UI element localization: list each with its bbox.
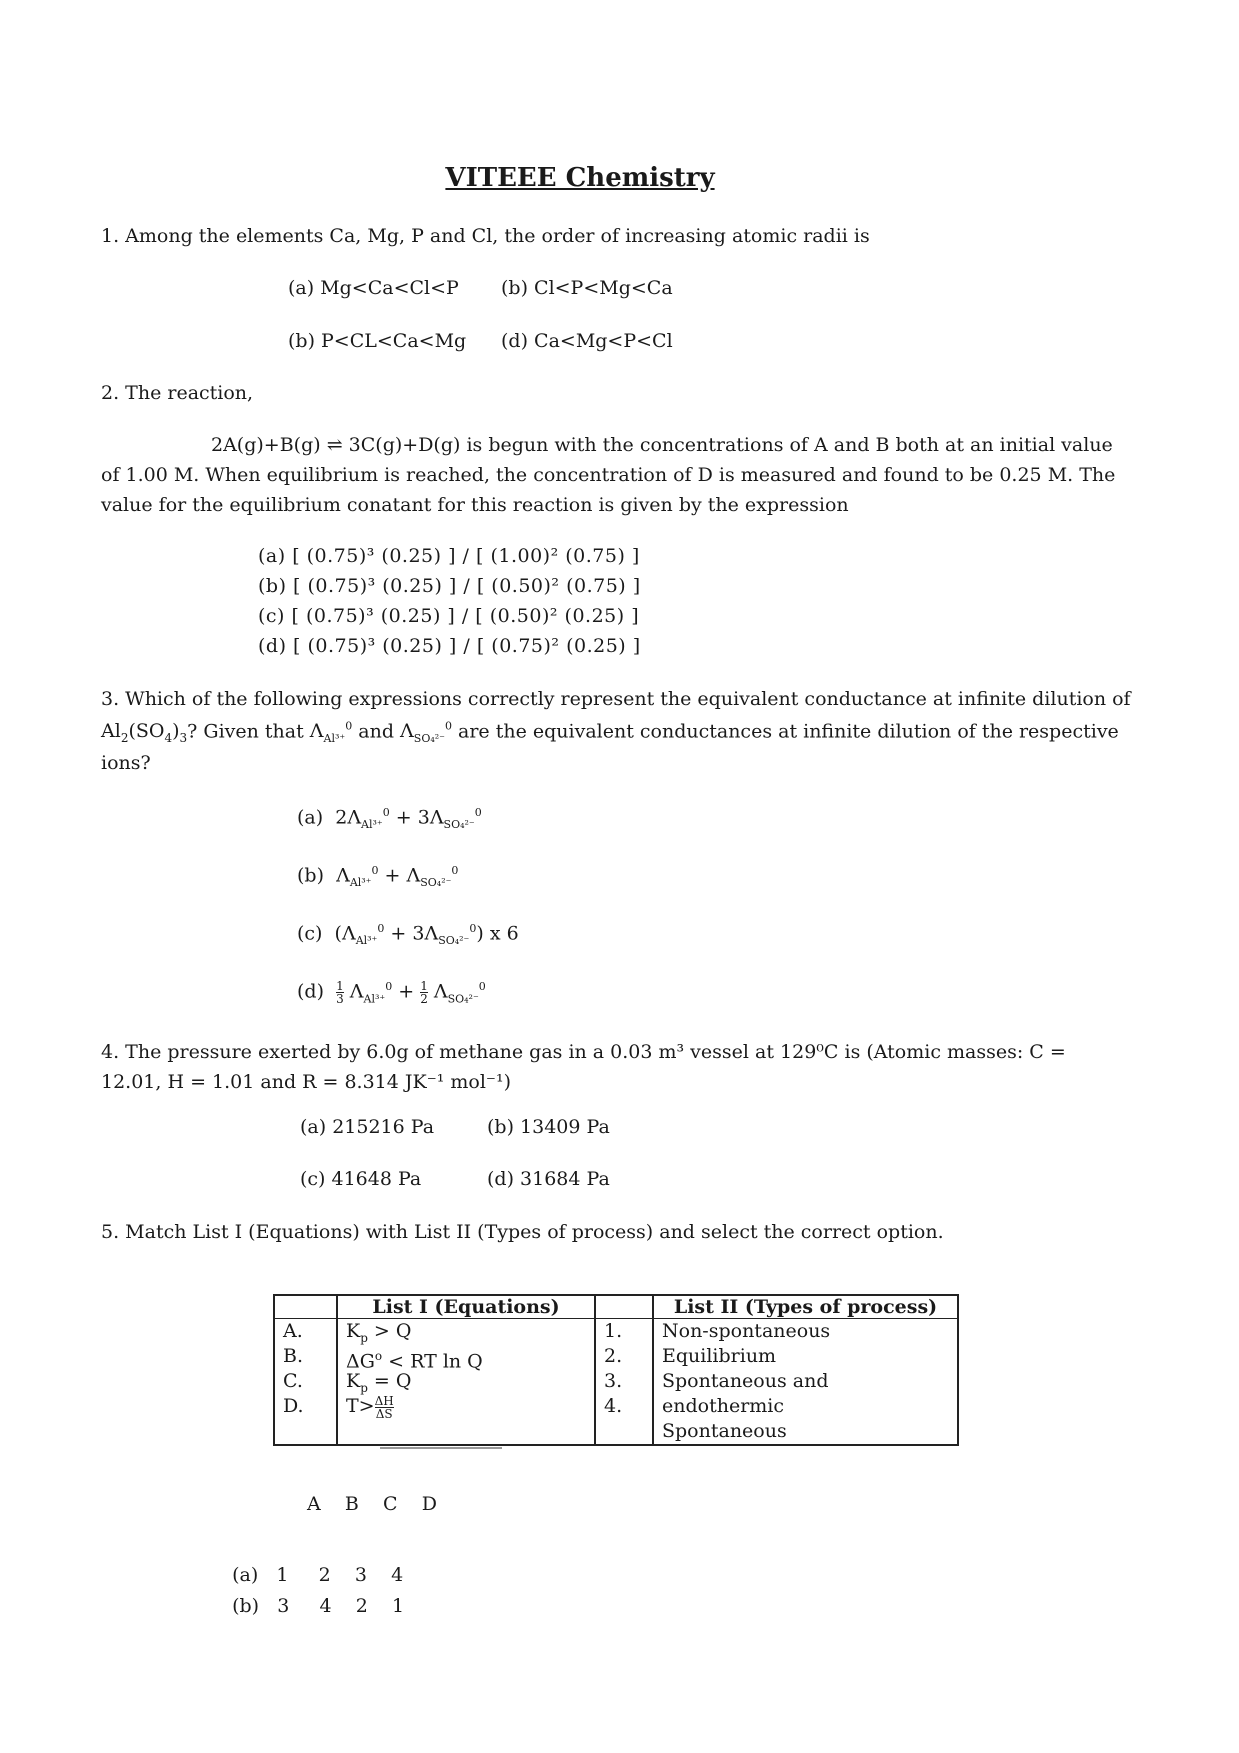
- question-4-option-c: (c) 41648 Pa: [300, 1168, 422, 1190]
- answer-values-b: 3 4 2 1: [277, 1595, 405, 1617]
- question-3-stem-given: ? Given that: [187, 720, 304, 743]
- letter-a: A.: [283, 1320, 303, 1342]
- list-2-processes: [653, 1319, 958, 1446]
- question-5-stem: 5. Match List I (Equations) with List II (Types of process) and select the correct option.: [101, 1221, 944, 1243]
- equation-a: $K_p > Q$: [346, 1320, 412, 1345]
- question-3-stem-line-1: 3. Which of the following expressions correctly represent the equivalent conductance at infinite dilution of: [101, 688, 1131, 710]
- question-2-option-a: (a) [ (0.75)³ (0.25) ] / [ (1.00)² (0.75) ]: [258, 545, 640, 567]
- question-3-stem-line-2: [101, 720, 1119, 745]
- question-2-option-b: (b) [ (0.75)³ (0.25) ] / [ (0.50)² (0.75) ]: [258, 575, 641, 597]
- option-label: (a): [297, 806, 324, 829]
- equation-c: $K_p = Q$: [346, 1370, 412, 1395]
- letter-b: B.: [283, 1345, 304, 1367]
- scan-underline-mark: [380, 1447, 502, 1449]
- formula-al2so43: $Al_2(SO_4)_3$: [101, 720, 188, 746]
- answer-label-b: (b): [232, 1595, 260, 1617]
- question-3-stem-and: and: [358, 720, 394, 743]
- question-3-option-b: (b) $\Lambda_{Al^{3+}}^0 + \Lambda_{SO_4^{2-}}^0$: [297, 864, 459, 890]
- question-4-stem: 4. The pressure exerted by 6.0g of methane gas in a 0.03 m³ vessel at 129⁰C is (Atomic masses: C = 12.01, H = 1.01 and R = 8.314 JK⁻¹ mol⁻¹): [101, 1041, 1066, 1093]
- question-3-option-c-multiplier: x 6: [489, 922, 519, 945]
- process-1: Non-spontaneous: [662, 1320, 831, 1342]
- question-3-option-a: (a) $2\Lambda_{Al^{3+}}^0 + 3\Lambda_{SO_4^{2-}}^0$: [297, 806, 482, 832]
- lambda-al-symbol: $\Lambda_{Al^{3+}}^0$: [309, 720, 353, 746]
- question-4-option-a: (a) 215216 Pa: [300, 1116, 435, 1138]
- question-3-option-c: (c) $(\Lambda_{Al^{3+}}^0 + 3\Lambda_{SO_4^{2-}}^0)$ x 6: [297, 922, 519, 948]
- question-3-option-d: (d) $\frac{1}{3}$ $\Lambda_{Al^{3+}}^0$ + $\frac{1}{2}$ $\Lambda_{SO_4^{2-}}^0$: [297, 979, 486, 1006]
- number-2: 2.: [604, 1345, 623, 1367]
- answer-label-a: (a): [232, 1564, 259, 1586]
- process-3-line-2: endothermic: [662, 1395, 785, 1417]
- fraction-one-half: $\frac{1}{2}$: [420, 979, 428, 1006]
- number-3: 3.: [604, 1370, 623, 1392]
- question-1-option-b: (b) Cl<P<Mg<Ca: [501, 277, 673, 299]
- question-3-stem-line-3: ions?: [101, 752, 151, 774]
- question-2-stem: 2. The reaction,: [101, 382, 254, 404]
- match-table: [273, 1294, 959, 1446]
- question-1-stem: 1. Among the elements Ca, Mg, P and Cl, the order of increasing atomic radii is: [101, 225, 870, 247]
- list-1-letters: [274, 1319, 337, 1446]
- question-3-stem-rest: are the equivalent conductances at infinite dilution of the respective: [458, 720, 1119, 743]
- question-2-option-c: (c) [ (0.75)³ (0.25) ] / [ (0.50)² (0.25) ]: [258, 605, 640, 627]
- option-label: (b): [297, 864, 324, 887]
- list-2-numbers: [595, 1319, 653, 1446]
- list-1-equations: [337, 1319, 595, 1446]
- question-4-option-d: (d) 31684 Pa: [487, 1168, 610, 1190]
- list-2-header: List II (Types of process): [653, 1295, 958, 1319]
- process-3-line-1: Spontaneous and: [662, 1370, 829, 1392]
- question-1-option-a: (a) Mg<Ca<Cl<P: [288, 277, 459, 299]
- answer-header: A B C D: [307, 1493, 437, 1515]
- process-2: Equilibrium: [662, 1345, 777, 1367]
- lambda-so4-symbol: $\Lambda_{SO_4^{2-}}^0$: [400, 720, 452, 746]
- equation-d: T> $\frac{\Delta H}{\Delta S}$: [346, 1393, 394, 1421]
- question-1-option-d: (d) Ca<Mg<P<Cl: [501, 330, 673, 352]
- answer-values-a: 1 2 3 4: [276, 1564, 404, 1586]
- question-2-body: 2A(g)+B(g) ⇌ 3C(g)+D(g) is begun with the concentrations of A and B both at an initial value of 1.00 M. When equilibrium is reached, the concentration of D is measured and found to be 0.25 M. The value for the equilibrium conatant for this reaction is given by the expression: [101, 434, 1116, 516]
- question-2-option-d: (d) [ (0.75)³ (0.25) ] / [ (0.75)² (0.25) ]: [258, 635, 641, 657]
- option-label: (d): [297, 980, 324, 1003]
- list-1-header: List I (Equations): [337, 1295, 595, 1319]
- match-table-body-row: [274, 1319, 958, 1446]
- question-4-option-b: (b) 13409 Pa: [487, 1116, 610, 1138]
- page-title: VITEEE Chemistry: [445, 163, 715, 193]
- option-label: (c): [297, 922, 323, 945]
- fraction-one-third: $\frac{1}{3}$: [336, 979, 344, 1006]
- match-table-header-row: [274, 1295, 958, 1319]
- answer-row-b: [220, 1573, 404, 1617]
- number-1: 1.: [604, 1320, 623, 1342]
- equation-b: $\Delta G^o$ < RT ln Q: [346, 1349, 483, 1373]
- letter-d: D.: [283, 1395, 304, 1417]
- number-4: 4.: [604, 1395, 623, 1417]
- letter-c: C.: [283, 1370, 303, 1392]
- fraction-dh-ds: $\frac{\Delta H}{\Delta S}$: [374, 1393, 394, 1421]
- question-1-option-c: (b) P<CL<Ca<Mg: [288, 330, 467, 352]
- process-4: Spontaneous: [662, 1420, 787, 1442]
